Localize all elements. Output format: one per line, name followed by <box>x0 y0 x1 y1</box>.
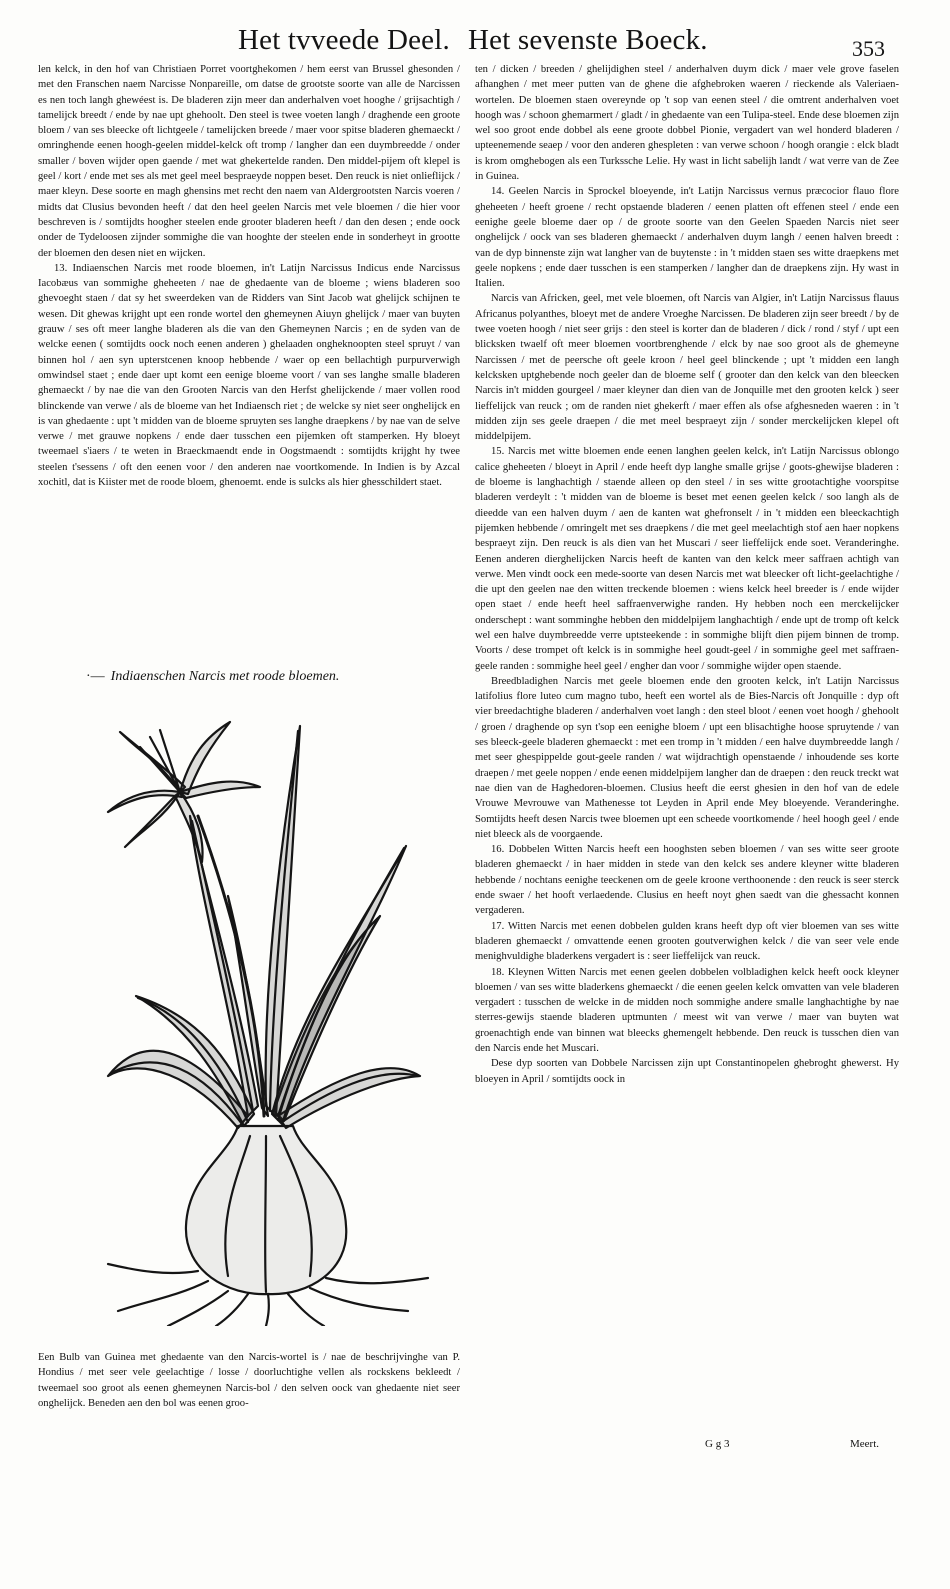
header-right-title: Het sevenste Boeck. <box>468 24 708 56</box>
paragraph-african-narcissus: Narcis van Africken, geel, met vele bloemen, oft Narcis van Algier, in't Latijn Narcissus flauus Africanus polyanthes, bloeyt met de andere Vroeghe Narcissen. De bladeren zijn seer breedt / by de twee voeten hoogh / niet seer grijs : den steel is korter dan de bladeren / dick / rond / styf / upt een blicksken twaelf oft meer bloemen voortbrenghende / elck by nae soo groot als de ghemeyne Narcissen / met de peersche oft geele kroon / heel geel blinckende ; upt 't midden een langh kelcksken uptghebende noch geeler dan de bloeme self ( grooter dan den kelck van den bleecken Narcis in't midden gourgeel / maer kleyner dan dien van de Jonquille met den grooten kelck ) seer lieffelijck van reuck ; om de randen niet ghekerft / maer effen als ofse afghesneden waeren : in 't midden zijn ses geele draepen / die met meel bespraeyt zijn / sonder merckelijcken klepel oft middelpijem. <box>475 293 899 443</box>
narcissus-woodcut-illustration <box>88 696 448 1326</box>
paragraph-13: 13. Indiaenschen Narcis met roode bloemen, in't Latijn Narcissus Indicus ende Narcissus Iacobæus van sommighe gheheeten / nae de ghedaente van de bloeme ; wiens bladeren soo ghevoeght staen / dat sy het sweerdeken van de Ridders van Sint Jacob wat ghelijck schijnen te wesen. Dit ghewas krijght upt een ronde wortel den ghemeynen Aiuyn ghelijck / maer van buyten grauw / ses oft meer langhe bladeren als die van den Ghemeynen Narcis ; en de syden van de welcke eenen ( somtijdts oock noch eenen anderen ) ghelaaden ongheknoopten steel spruyt / van binnen hol / aen syn upterstcenen knoop hebbende / waer op een bellachtigh purpurverwigh omwindsel staet ; ende daer upt komt een eenige bloeme voort / van ses langhe smalle bladeren ghemaeckt / by nae die van den Grooten Narcis van den Herfst ghelijckende / maer vollen rood blinckende van verwe / als de bloeme van het Indiaensch riet ; de welcke sy niet seer onghelijck en is van ghedaente : upt 't midden van de bloeme spruyten ses langhe draepkens / by nae van de selve verwe / met grauwe nopkens / ende daer tusschen een pijemken oft stamperken. Hy bloeyt tweemael s'iaers / te weten in Braeckmaendt ende in Oogstmaendt : somtijdts krijght hy twee steelen t'sessens / oft den eenen voor / den anderen nae voortkomende. In Indien is by Azcal xochitl, dat is Kiister met de roode bloem, ghenoemt. ende is sulcks als hier ghesschildert staet. <box>38 262 460 489</box>
paragraph-broadleaf-narcissus: Breedbladighen Narcis met geele bloemen ende den grooten kelck, in't Latijn Narcissus latifolius flore luteo cum magno tubo, heeft een wortel als de Bies-Narcis oft Jonquille : dyp oft vier breedachtighe bladeren / anderhalven voet langh : den steel bloot / eenen voet hoogh / ghehoolt / groen / draghende op syn t'sop een eenighe bloem / upt een blisachtighe hoose spruytende / van ses bleeck-geele bladeren ghemaeckt : met een tromp in 't midden / een halve duymbreedde langh / met seer ghespippelde gout-geele randen / wat wijdrachtigh openstaende / inhoudende ses korte draepen / met geele noppen / ende eenen middelpijem langher dan de draepen : den reuck treckt wat nae dien van de Haghedoren-bloemen. Clusius heeft die eerst ghesien in den hof van de edele Vrouwe Mevrouwe van Mathenesse tot Leyden in April ende Mey bloeyende. Veranderinghe. Somtijdts heeft desen Narcis twee bloemen upt een scheede voortkomende / heel hoogh geel / ende niet bleeck als de voorgaende. <box>475 675 899 840</box>
signature-mark: G g 3 <box>705 1438 730 1450</box>
figure-caption-text: Indiaenschen Narcis met roode bloemen. <box>110 669 340 684</box>
paragraph-continuation: len kelck, in den hof van Christiaen Porret voortghekomen / hem eerst van Brussel ghesonden / met den Franschen naem Narcisse Nonpareille, om datse de grootste soorte van alle de Narcissen es nen toch langh ghewéest is. De bladeren zijn meer dan anderhalven voet hooghe / grijsachtigh / tamelijck breedt / ende by nae upt ghehoolt. Den steel is twee voeten langh / draghende een groote bloem / van ses bleecke oft lichtgeele / tamelijcken breede / maer voor spitse bladeren ghemaeckt / omringhende eenen hoogh-geelen middel-kelck oft tromp / langher dan een duymbreedde / onder smaller / boven wijder open gaende / met wat ghekertelde randen. Den middel-pijem oft klepel is geel / kort / ende met ses als met geel meel bespraeyde noppen beset. Den reuck is niet onlieflijck / maer kleyn. Dese soorte en magh ghensins met recht den naem van Aldergrootsten Narcis voeren / midts dat Clusius bevonden heeft / dat den heel geelen Narcis met vele bloemen / die hier voor beschreven is / somtijdts hoogher steelen ende grooter bladeren heeft / dan den desen ; ende oock onder de Tydeloosen zijnder sommighe die van hooghte der steelen ende in sonderheyt in grootte der bloemen den desen niet en wijcken. <box>38 64 460 259</box>
paragraph-bulb-continued: ten / dicken / breeden / ghelijdighen steel / anderhalven duym dick / maer vele grove faselen afhanghen / met meer putten van de ghene die afghebroken waeren / rieckende als Valeriaen-wortelen. De bloemen staen overeynde op 't sop van eenen steel / die omtrent anderhalven voet hoogh was / schoon ghemarmert / gladt / in ghedaente van een Tulipa-steel. Ende dese bloemen zijn wel soo groot ende dobbel als eene groote dobbel Pionie, vergadert van wel honderd bladeren / upteenemende seaep / voor den anderen ghespleten : van verwe schoon / hoogh orangie : elck bladt is krom omghebogen als een Turkssche Lelie. Hy wast in licht sabelijh landt / wat verre van de Zee in Guinea. <box>475 64 899 183</box>
paragraph-18: 18. Kleynen Witten Narcis met eenen geelen dobbelen volbladighen kelck heeft oock kleyner bloemen / van ses witte bladerkens ghemaeckt / die eenen geelen kelck omvatten van vele bladeren vergadert : tusschen de welcke in de midden noch sommighe andere smalle langhachtighe by nae sterres-gewijs staende bladeren uptmunten / meest wit van verwe / maer van buyten wat groenachtigh ende van binnen wat bleecks ghemengelt hebbende. Den reuck is tusschen dien van den Narcis ende het Muscari. <box>475 966 899 1054</box>
paragraph-17: 17. Witten Narcis met eenen dobbelen gulden krans heeft dyp oft vier bloemen van ses witte bladeren ghemaeckt / omvattende eenen grooten goutverwighen kelck / die van seer vele ende menighvuldighe bladerkens vergadert is : seer lieffelijck van reuck. <box>475 920 899 963</box>
paragraph-double-narcissi: Dese dyp soorten van Dobbele Narcissen zijn upt Constantinopelen ghebroght ghewerst. Hy bloeyen in April / somtijdts oock in <box>475 1058 899 1085</box>
bulb-of-guinea-paragraph <box>38 1350 460 1411</box>
right-text-column <box>475 62 899 1434</box>
page-number: 353 <box>852 36 885 61</box>
catchword: Meert. <box>850 1438 880 1450</box>
paragraph-16: 16. Dobbelen Witten Narcis heeft een hooghsten seben bloemen / van ses witte seer groote bladeren ghemaeckt / in haer midden in stede van den kelck ses andere kleyner witte bladeren hebbende / nochtans eenighe teeckenen om de geele kroone verthoonende : den reuck is seer sterck ende swaer / het hooft verlaedende. Clusius en heeft noyt ghen saedt van die ghessacht konnen vergaderen. <box>475 844 899 917</box>
bulb-paragraph-text: Een Bulb van Guinea met ghedaente van den Narcis-wortel is / nae de beschrijvinghe van P. Hondius / met seer vele geelachtige / losse / doorluchtighe vellen als rockskens bekleedt / tweemael soo groot als eenen ghemeynen Narcis-bol / den selven oock van ghedaente niet seer onghelijck. Beneden aen den bol was eenen groo- <box>38 1352 460 1409</box>
paragraph-15: 15. Narcis met witte bloemen ende eenen langhen geelen kelck, in't Latijn Narcissus oblongo calice gheheeten / bloeyt in April / ende heeft dyp langhe smalle grijse / goots-ghewijse bladeren : de bloeme is langhachtigh / staende alleen op den steel / in ses witte grootachtighe voorspitse bladeren verdeylt : 't midden van de bloeme is beset met eenen geelen kelck / soo langh als de dieedde van een halven duym / aen de kanten wat ghefronselt / in 't midden een bleeckachtigh pijemken hebbende / omringelt met ses draepkens / die met geel meelachtigh stof aen haer nopkens bespraeyt zijn. Den reuck is als dien van het Muscari / seer lieffelijck ende soet. Veranderinghe. Eenen anderen dierghelijcken Narcis heeft de kanten van den kelck meer saffraen achtigh van verwe. Men vindt oock een mede-soorte van desen Narcis met wat bleecker oft licht-geelachtighe / die upt den geelen nae den witten treckende bloemen : wiens kelck heel breeder is / ende wijder open staet / ende heeft heel saffraenverwighe randen. Hy hebben noch een merckelijcker onderschept : want somminghe hebben den middelpijem langhachtigh / ende upt de tromp oft kelck wel een halve duymbreedde verre uptsteekende : in sommighe blijft dien pijem binnen de tromp. Voorts / dese trompet oft kelck is in sommighe heel goudt-geel / in sommighe geel met saffraen-geele randen : sommighe heel geel / engher dan voor / sommighe wijder open staende. <box>475 446 899 672</box>
header-left-title: Het tvveede Deel. <box>238 24 450 56</box>
left-text-column <box>38 62 460 662</box>
figure-caption: ·— Indiaenschen Narcis met roode bloemen. <box>86 669 340 684</box>
running-header <box>0 14 950 64</box>
paragraph-14: 14. Geelen Narcis in Sprockel bloeyende, in't Latijn Narcissus vernus præcocior flauo flore gheheeten / heeft groene / recht opstaende bladeren / eenen platten oft effenen steel / ende een eenighe geele bloeme daer op / de groote soorte van den Geelen Spaeden Narcis niet seer onghelijck / oock van ses bladeren ghemaeckt / anderhalven duym langh / eenen halven breedt : van de dyp binnenste zijn wat langher van de buytenste : in 't midden staen ses witte draepkens met geele nopkens ; ende daer tusschen is een stamperken / langher dan de draepkens zijn. Hy wast in Italien. <box>475 186 899 290</box>
